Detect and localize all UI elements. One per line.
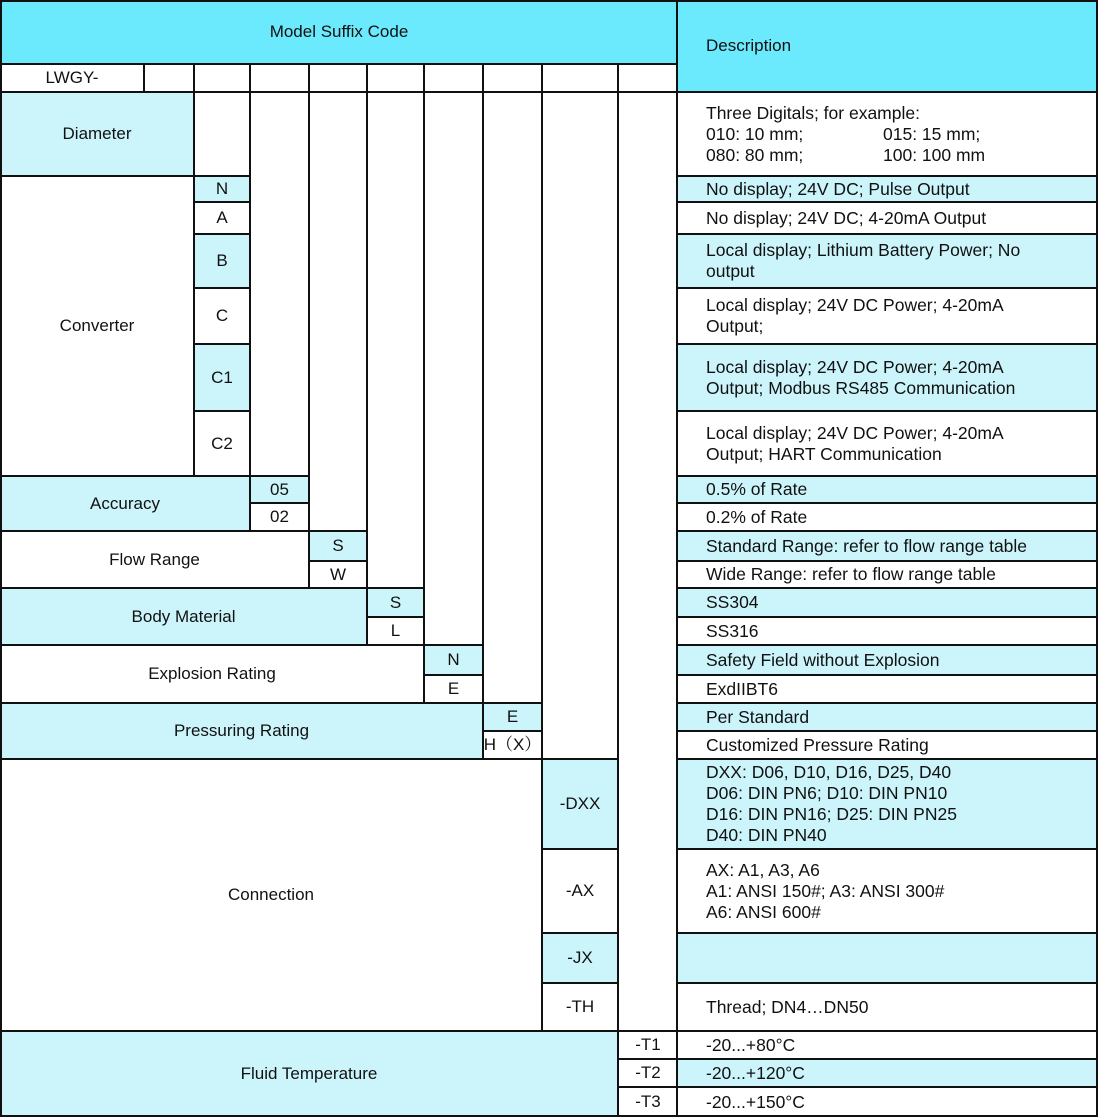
grid-line [678,674,1098,676]
accuracy-description: 0.2% of Rate [678,503,1098,531]
grid-line [678,848,1098,850]
grid-line [308,64,310,588]
converter-code: N [194,176,250,202]
grid-line [194,410,250,412]
temperature-description: -20...+80°C [678,1031,1098,1059]
grid-line [541,64,543,1031]
grid-line [0,0,2,1117]
flow-range-code: W [309,561,367,588]
connection-code: -TH [542,983,618,1031]
grid-line [0,91,1098,93]
grid-line [366,64,368,645]
grid-line [194,233,250,235]
body-material-label: Body Material [0,588,367,645]
body-material-description: SS316 [678,617,1098,645]
grid-line [0,175,250,177]
pressure-code: H（X） [483,731,542,759]
connection-code: -DXX [542,759,618,849]
grid-line [542,982,618,984]
grid-line [617,64,619,1117]
grid-line [0,63,678,65]
flow-range-description: Standard Range: refer to flow range table [678,531,1098,561]
grid-line [678,730,1098,732]
pressure-description: Per Standard [678,703,1098,731]
grid-line [678,702,1098,704]
converter-code: B [194,234,250,288]
grid-line [678,410,1098,412]
grid-line [678,982,1098,984]
connection-description [678,933,1098,983]
diameter-example: 100: 100 mm [883,144,986,165]
grid-line [0,587,424,589]
pressure-code: E [483,703,542,731]
grid-line [676,0,678,1117]
converter-code: C [194,288,250,344]
grid-line [618,1086,1098,1088]
pressuring-rating-label: Pressuring Rating [0,703,483,759]
accuracy-code: 02 [250,503,309,531]
grid-line [678,587,1098,589]
grid-line [678,560,1098,562]
grid-line [194,287,250,289]
grid-line [678,201,1098,203]
grid-line [483,730,542,732]
body-material-code: S [367,588,424,617]
grid-line [678,758,1098,760]
connection-label: Connection [0,759,542,1031]
connection-description: AX: A1, A3, A6 A1: ANSI 150#; A3: ANSI 300# A6: ANSI 600# [678,849,1098,933]
converter-description: Local display; 24V DC Power; 4-20mA Output; HART Communication [678,411,1098,476]
converter-description: No display; 24V DC; Pulse Output [678,176,1098,202]
grid-line [0,702,542,704]
temperature-code: -T3 [618,1087,678,1117]
converter-code: C1 [194,344,250,411]
model-suffix-code-header: Model Suffix Code [0,0,678,64]
grid-line [678,175,1098,177]
converter-description: Local display; Lithium Battery Power; No output [678,234,1098,288]
grid-line [678,932,1098,934]
accuracy-label: Accuracy [0,476,250,531]
grid-line [0,0,1098,2]
connection-description: DXX: D06, D10, D16, D25, D40 D06: DIN PN6; D10: DIN PN10 D16: DIN PN16; D25: DIN PN25 D40: DIN PN40 [678,759,1098,849]
flow-range-description: Wide Range: refer to flow range table [678,561,1098,588]
explosion-description: ExdIIBT6 [678,675,1098,703]
pressure-description: Customized Pressure Rating [678,731,1098,759]
diameter-description [678,92,1098,176]
explosion-description: Safety Field without Explosion [678,645,1098,675]
grid-line [424,674,483,676]
accuracy-code: 05 [250,476,309,503]
body-material-description: SS304 [678,588,1098,617]
description-header: Description [678,0,1098,92]
flow-range-label: Flow Range [0,531,309,588]
grid-line [618,1058,1098,1060]
grid-line [194,201,250,203]
grid-line [0,644,483,646]
grid-line [0,475,309,477]
grid-line [542,848,618,850]
converter-description: Local display; 24V DC Power; 4-20mA Output; Modbus RS485 Communication [678,344,1098,411]
temperature-code: -T1 [618,1031,678,1059]
explosion-rating-label: Explosion Rating [0,645,424,703]
grid-line [678,343,1098,345]
grid-line [309,560,367,562]
grid-line [193,64,195,476]
grid-line [678,530,1098,532]
model-prefix: LWGY- [0,64,144,92]
explosion-code: E [424,675,483,703]
connection-code: -JX [542,933,618,983]
converter-description: No display; 24V DC; 4-20mA Output [678,202,1098,234]
grid-line [678,616,1098,618]
flow-range-code: S [309,531,367,561]
grid-line [249,64,251,531]
grid-line [678,233,1098,235]
grid-line [482,64,484,759]
grid-line [0,530,367,532]
converter-description: Local display; 24V DC Power; 4-20mA Output; [678,288,1098,344]
diameter-example: 015: 15 mm; [883,123,981,144]
grid-line [678,287,1098,289]
connection-code: -AX [542,849,618,933]
diameter-example: 080: 80 mm; [706,144,804,165]
grid-line [0,758,618,760]
grid-line [0,1030,1098,1032]
converter-label: Converter [0,176,194,476]
accuracy-description: 0.5% of Rate [678,476,1098,503]
fluid-temperature-label: Fluid Temperature [0,1031,618,1117]
temperature-description: -20...+120°C [678,1059,1098,1087]
grid-line [678,502,1098,504]
temperature-code: -T2 [618,1059,678,1087]
converter-code: C2 [194,411,250,476]
grid-line [423,64,425,703]
grid-line [250,502,309,504]
grid-line [678,644,1098,646]
grid-line [678,475,1098,477]
converter-code: A [194,202,250,234]
diameter-desc-title: Three Digitals; for example: [706,102,920,123]
diameter-example: 010: 10 mm; [706,123,804,144]
diameter-label: Diameter [0,92,194,176]
grid-line [542,932,618,934]
connection-description: Thread; DN4…DN50 [678,983,1098,1031]
temperature-description: -20...+150°C [678,1087,1098,1117]
grid-line [194,343,250,345]
grid-line [367,616,424,618]
grid-line [143,64,145,92]
explosion-code: N [424,645,483,675]
body-material-code: L [367,617,424,645]
